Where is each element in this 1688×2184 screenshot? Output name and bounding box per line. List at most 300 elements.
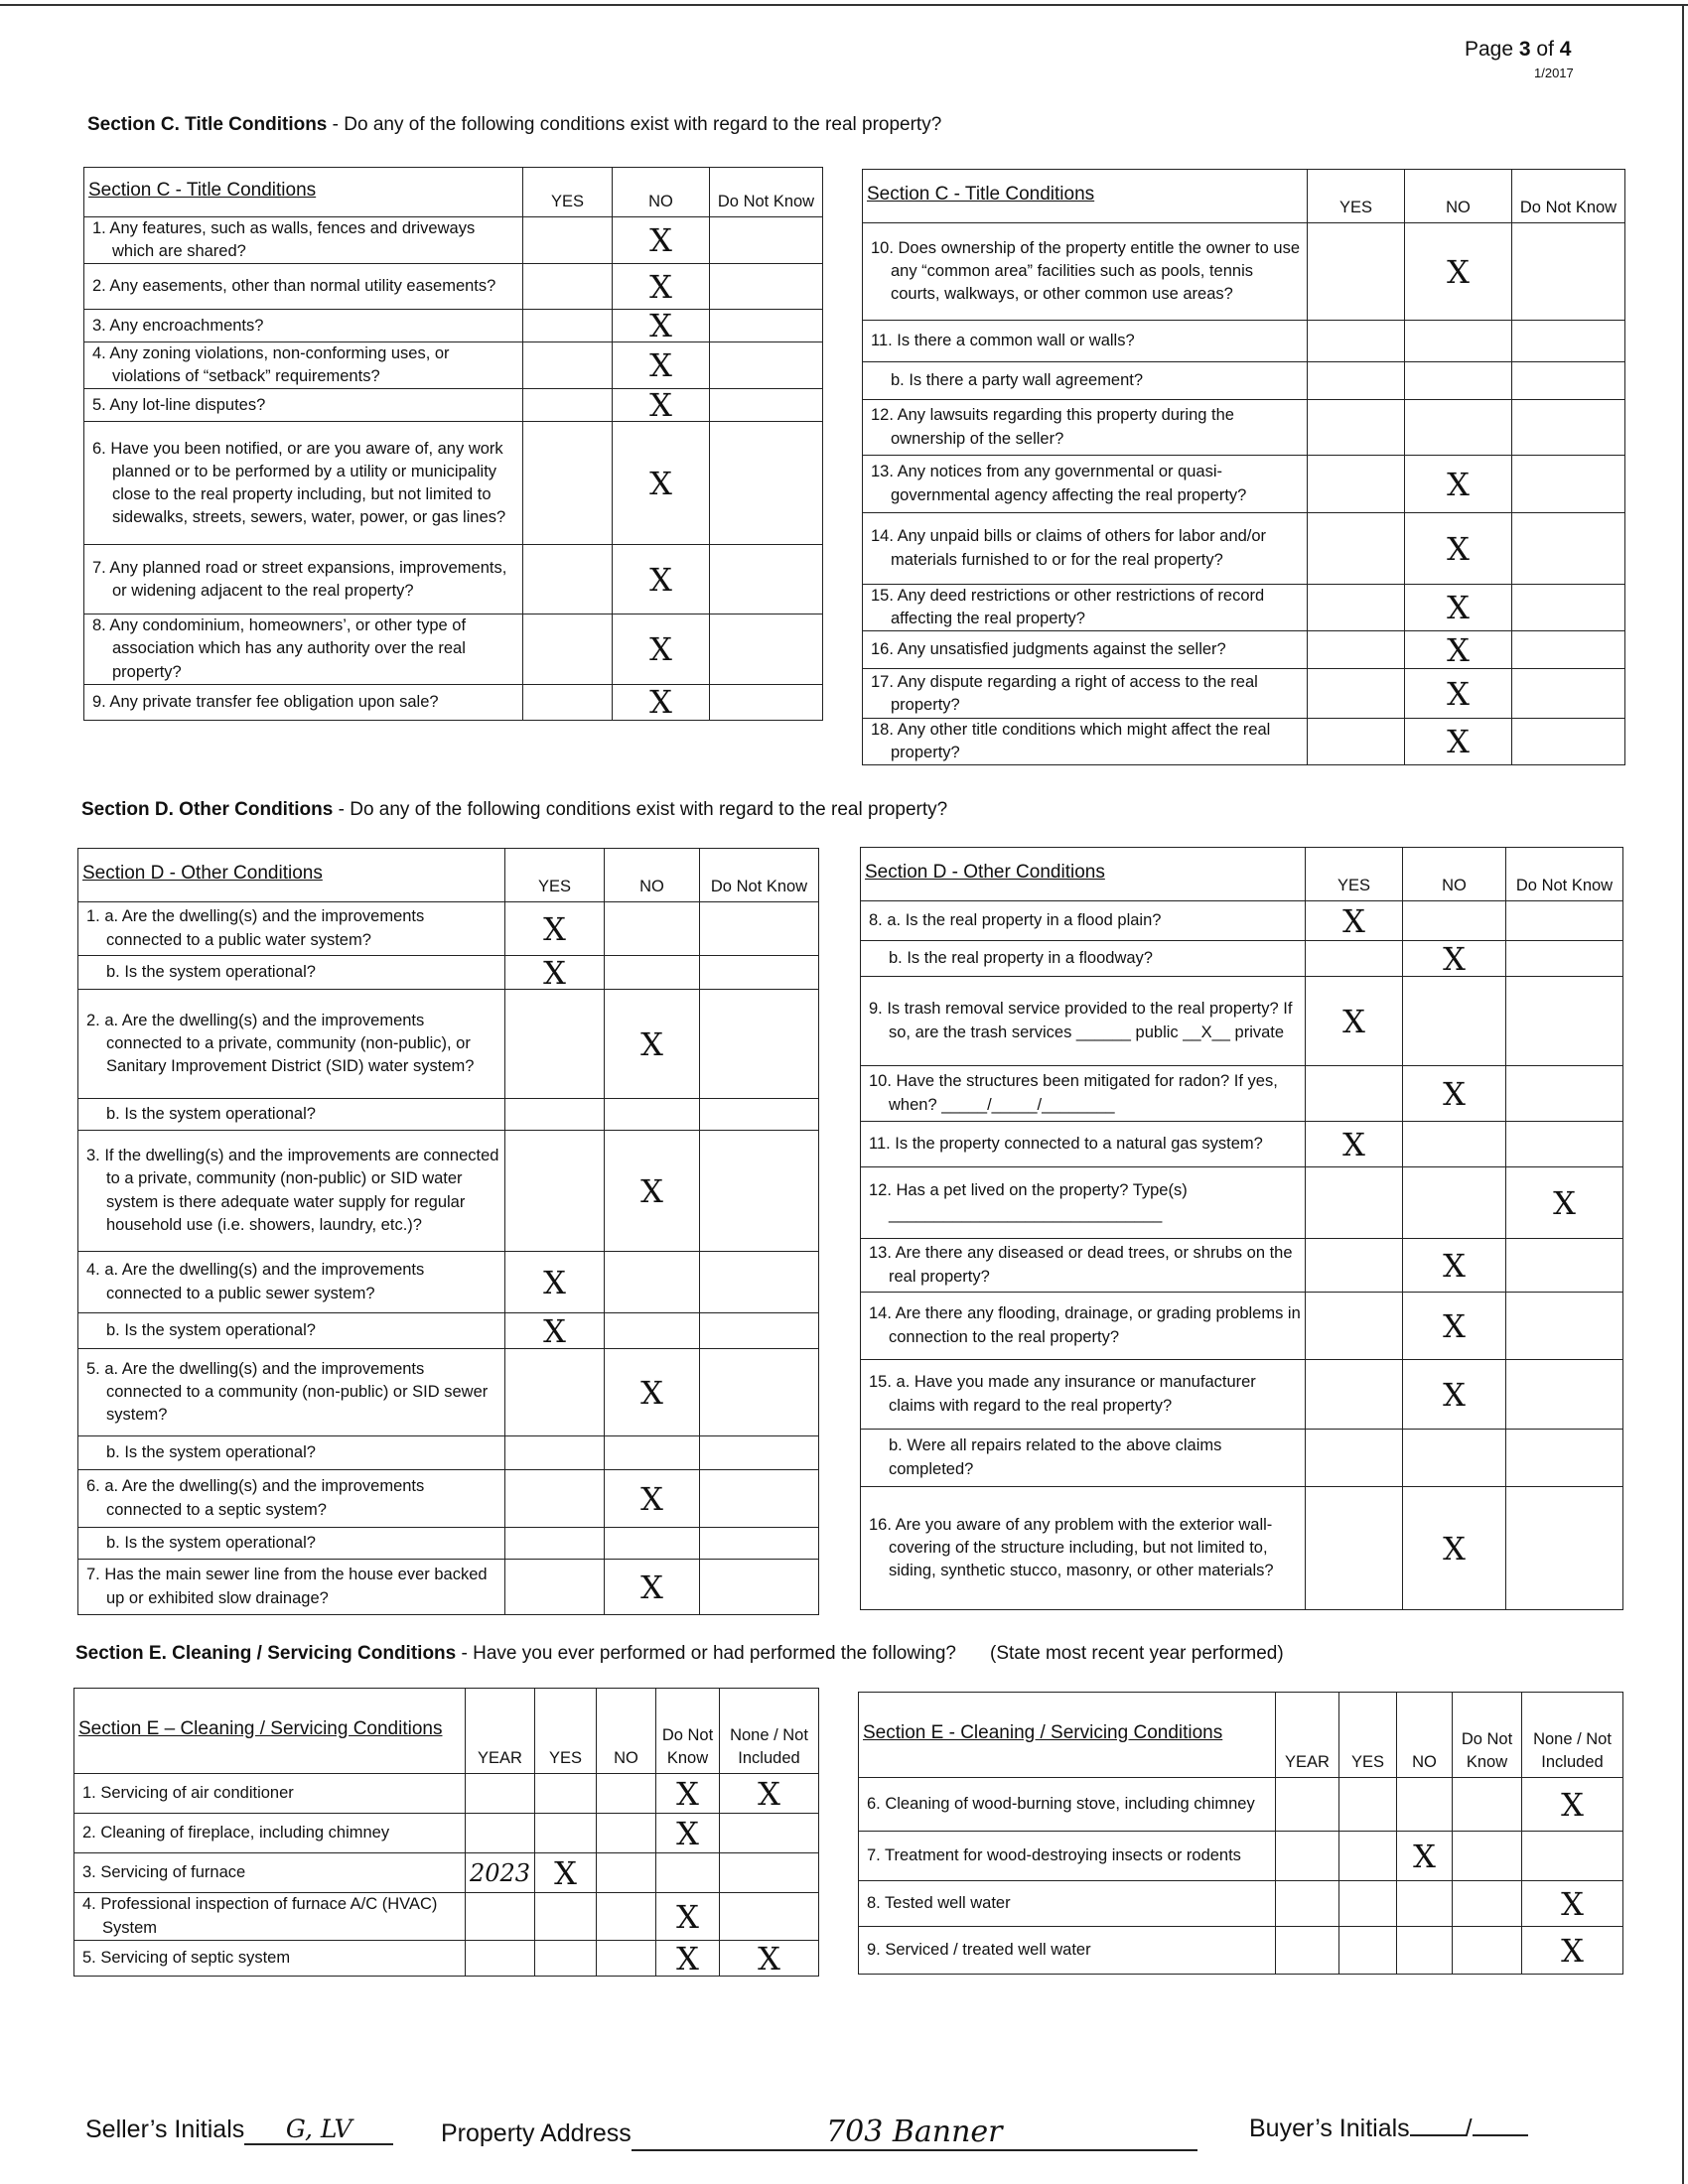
no-mark-cell[interactable] [1403, 1430, 1506, 1487]
question-cell [859, 1881, 1276, 1927]
section-c-right-rows [863, 223, 1625, 765]
table-row [74, 1893, 819, 1941]
question-text: 15. Any deed restrictions or other restrictions of record affecting the real property? [871, 587, 1265, 628]
dnk-mark-cell[interactable] [1506, 1066, 1623, 1122]
question-text: 5. Servicing of septic system [82, 1948, 291, 1967]
no-mark-cell[interactable]: X [613, 264, 710, 310]
year-mark-cell[interactable] [1276, 1832, 1339, 1881]
year-mark-cell[interactable] [466, 1774, 535, 1814]
question-cell [861, 1066, 1306, 1122]
yes-mark-cell[interactable] [1306, 1293, 1403, 1360]
question-text: 1. Servicing of air conditioner [82, 1783, 294, 1802]
yes-mark-cell[interactable]: X [505, 1252, 605, 1313]
no-mark-cell[interactable]: X [613, 614, 710, 684]
no-mark-cell[interactable]: X [613, 310, 710, 342]
table-row [859, 1881, 1623, 1927]
no-mark-cell[interactable]: X [1403, 1239, 1506, 1293]
question-cell [74, 1893, 466, 1941]
dnk-mark-cell[interactable] [1512, 669, 1625, 719]
yes-mark-cell[interactable] [505, 1528, 605, 1560]
yes-mark-cell[interactable] [1308, 719, 1405, 765]
table-row [863, 669, 1625, 719]
section-d-right-rows [861, 901, 1623, 1610]
none-mark-cell[interactable]: X [1522, 1881, 1623, 1927]
no-mark-cell[interactable] [605, 1313, 700, 1349]
question-text: 17. Any dispute regarding a right of access to the real property? [871, 672, 1258, 714]
yes-mark-cell[interactable] [1308, 669, 1405, 719]
no-mark-cell[interactable]: X [613, 342, 710, 389]
yes-mark-cell[interactable] [1339, 1832, 1397, 1881]
dnk-mark-cell[interactable] [1453, 1832, 1522, 1881]
year-mark-cell[interactable] [1276, 1778, 1339, 1832]
property-address-field[interactable]: 703 Banner [632, 2115, 1197, 2151]
no-mark-cell[interactable] [1403, 1122, 1506, 1167]
question-text: 13. Any notices from any governmental or quasi-governmental agency affecting the real property? [871, 463, 1247, 504]
dnk-mark-cell[interactable] [700, 1528, 819, 1560]
yes-mark-cell[interactable] [1306, 1430, 1403, 1487]
no-mark-cell[interactable] [1397, 1927, 1453, 1975]
year-mark-cell[interactable]: 2023 [466, 1853, 535, 1893]
yes-mark-cell[interactable]: X [505, 902, 605, 956]
table-row [78, 1528, 819, 1560]
section-e-left-table: Section E – Cleaning / Servicing Conditions YEAR YES NO Do Not Know None / Not Included 1. Servicing of air conditioner X X 2. Cleaning of fireplace, including chimney X 3. Servicing of furnace 2023 X 4. Professional inspection of furnace A/C (HVAC) System X 5. Servicing of septic system X X [73, 1688, 819, 1977]
dnk-mark-cell[interactable] [1506, 901, 1623, 941]
question-text: 3. Servicing of furnace [82, 1862, 246, 1881]
yes-mark-cell[interactable] [1339, 1927, 1397, 1975]
question-text: 6. Have you been notified, or are you aware of, any work planned or to be performed by a utility or municipality close to the real property including, but not limited to sidewalks, streets, sewers, water, power, or gas lines? [92, 439, 506, 526]
dnk-mark-cell[interactable] [1506, 1430, 1623, 1487]
question-text: 8. a. Is the real property in a flood plain? [869, 910, 1162, 929]
dnk-mark-cell[interactable] [700, 902, 819, 956]
no-mark-cell[interactable]: X [613, 545, 710, 614]
dnk-mark-cell[interactable]: X [656, 1774, 720, 1814]
question-text: 12. Has a pet lived on the property? Type(s) ______________________________ [869, 1181, 1188, 1223]
question-text: 2. Cleaning of fireplace, including chimney [82, 1823, 390, 1842]
question-cell [861, 941, 1306, 977]
table-row [859, 1778, 1623, 1832]
question-cell [84, 310, 523, 342]
table-row [78, 1313, 819, 1349]
dnk-mark-cell[interactable] [700, 1313, 819, 1349]
dnk-mark-cell[interactable] [710, 310, 823, 342]
yes-mark-cell[interactable] [535, 1774, 597, 1814]
table-row [863, 321, 1625, 362]
no-mark-cell[interactable] [1403, 1167, 1506, 1239]
section-d-heading: Section D. Other Conditions - Do any of the following conditions exist with regard to the real property? [81, 799, 948, 820]
question-text: 7. Any planned road or street expansions, improvements, or widening adjacent to the real property? [92, 558, 507, 600]
question-cell [78, 902, 505, 956]
yes-mark-cell[interactable] [535, 1814, 597, 1853]
table-row [861, 1239, 1623, 1293]
question-text: 13. Are there any diseased or dead trees, or shrubs on the real property? [869, 1244, 1293, 1286]
yes-mark-cell[interactable] [505, 1436, 605, 1470]
table-row [84, 389, 823, 422]
yes-mark-cell[interactable]: X [1306, 901, 1403, 941]
no-mark-cell[interactable]: X [605, 1560, 700, 1615]
dnk-mark-cell[interactable] [1512, 400, 1625, 456]
question-cell [859, 1832, 1276, 1881]
table-row [84, 422, 823, 545]
yes-mark-cell[interactable] [523, 264, 613, 310]
seller-initials-field[interactable]: G, LV [244, 2115, 393, 2145]
question-text: b. Is the real property in a floodway? [889, 948, 1153, 967]
no-mark-cell[interactable] [1397, 1881, 1453, 1927]
section-d-right-table: Section D - Other Conditions YES NO Do Not Know 8. a. Is the real property in a flood plain? X b. Is the real property in a floodway? X 9. Is trash removal service provided to the real property? If so, are the trash services ______ public __X__ private X 10. Have the structures been mitigated for radon? If yes, when? _____/_____/________ X 11. Is the property connected to a natural gas system? X 12. Has a pet lived on the property? Type(s) ______________________________ X 13. Are there any diseased or dead trees, or shrubs on the real property? X 14. Are there any flooding, drainage, or grading problems in connection to the real property? X 15. a. Have you made any insurance or manufacturer claims with regard to the real property? X b. Were all repairs related to the above claims completed? 16. Are you aware of any problem with the exterior wall-covering of the structure including, but not limited to, siding, synthetic stucco, masonry, or other materials? X [860, 847, 1623, 1610]
no-mark-cell[interactable] [605, 1252, 700, 1313]
no-mark-cell[interactable]: X [1403, 1293, 1506, 1360]
section-e-heading: Section E. Cleaning / Servicing Conditions - Have you ever performed or had performed the following? (State most recent year performed) [75, 1643, 1284, 1664]
no-mark-cell[interactable] [1403, 901, 1506, 941]
dnk-mark-cell[interactable] [1512, 223, 1625, 321]
question-cell [861, 1167, 1306, 1239]
year-mark-cell[interactable] [1276, 1927, 1339, 1975]
dnk-mark-cell[interactable] [700, 1436, 819, 1470]
none-mark-cell[interactable] [720, 1814, 819, 1853]
dnk-mark-cell[interactable] [710, 217, 823, 264]
yes-mark-cell[interactable]: X [1306, 1122, 1403, 1167]
section-e-right-rows [859, 1778, 1623, 1975]
dnk-mark-cell[interactable] [1512, 321, 1625, 362]
dnk-mark-cell[interactable] [1453, 1881, 1522, 1927]
question-text: 1. Any features, such as walls, fences and driveways which are shared? [92, 219, 476, 261]
no-mark-cell[interactable]: X [613, 422, 710, 545]
yes-mark-cell[interactable] [523, 389, 613, 422]
no-mark-cell[interactable]: X [1403, 1487, 1506, 1610]
yes-mark-cell[interactable]: X [1306, 977, 1403, 1066]
dnk-mark-cell[interactable] [710, 342, 823, 389]
no-mark-cell[interactable] [1405, 321, 1512, 362]
yes-mark-cell[interactable] [1306, 1066, 1403, 1122]
dnk-mark-cell[interactable] [700, 1099, 819, 1131]
property-address: Property Address 703 Banner [441, 2115, 1197, 2151]
table-row [861, 1487, 1623, 1610]
question-cell [78, 1470, 505, 1528]
dnk-mark-cell[interactable] [710, 684, 823, 720]
none-mark-cell[interactable] [720, 1893, 819, 1941]
no-mark-cell[interactable] [605, 1436, 700, 1470]
question-cell [861, 901, 1306, 941]
question-cell [74, 1774, 466, 1814]
question-text: 10. Does ownership of the property entitle the owner to use any “common area” facilities such as pools, tennis courts, walkways, or other common use areas? [871, 238, 1301, 304]
dnk-mark-cell[interactable] [710, 422, 823, 545]
none-mark-cell[interactable]: X [1522, 1778, 1623, 1832]
table-row [863, 400, 1625, 456]
table-row [78, 1560, 819, 1615]
question-cell [861, 1239, 1306, 1293]
question-text: 4. Any zoning violations, non-conforming uses, or violations of “setback” requirements? [92, 344, 450, 386]
question-cell [863, 223, 1308, 321]
yes-mark-cell[interactable]: X [505, 1313, 605, 1349]
question-cell [863, 400, 1308, 456]
year-mark-cell[interactable] [466, 1893, 535, 1941]
yes-mark-cell[interactable] [1306, 941, 1403, 977]
table-row [78, 1349, 819, 1436]
no-mark-cell[interactable] [597, 1941, 656, 1977]
dnk-mark-cell[interactable] [700, 1470, 819, 1528]
table-row [78, 1131, 819, 1252]
table-row [84, 264, 823, 310]
no-mark-cell[interactable]: X [1405, 223, 1512, 321]
section-e-right-table: Section E - Cleaning / Servicing Conditions YEAR YES NO Do Not Know None / Not Included 6. Cleaning of wood-burning stove, including chimney X 7. Treatment for wood-destroying insects or rodents X 8. Tested well water X 9. Serviced / treated well water X [858, 1692, 1623, 1975]
yes-mark-cell[interactable] [505, 1470, 605, 1528]
no-mark-cell[interactable]: X [1405, 456, 1512, 513]
question-cell [863, 456, 1308, 513]
question-text: b. Were all repairs related to the above claims completed? [889, 1436, 1222, 1478]
question-cell [84, 422, 523, 545]
yes-mark-cell[interactable] [1308, 631, 1405, 669]
yes-mark-cell[interactable] [523, 422, 613, 545]
yes-mark-cell[interactable] [1308, 456, 1405, 513]
no-mark-cell[interactable]: X [605, 1349, 700, 1436]
no-mark-cell[interactable] [605, 1099, 700, 1131]
buyer-initials-field-2[interactable] [1473, 2134, 1528, 2136]
yes-mark-cell[interactable] [1308, 513, 1405, 585]
question-text: 3. Any encroachments? [92, 316, 264, 335]
table-row [74, 1814, 819, 1853]
question-text: 7. Has the main sewer line from the house ever backed up or exhibited slow drainage? [86, 1566, 488, 1607]
dnk-mark-cell[interactable] [1453, 1927, 1522, 1975]
question-cell [84, 614, 523, 684]
dnk-mark-cell[interactable] [1506, 1122, 1623, 1167]
table-row [861, 1066, 1623, 1122]
section-e-left-rows [74, 1774, 819, 1977]
yes-mark-cell[interactable]: X [535, 1853, 597, 1893]
no-mark-cell[interactable] [1405, 400, 1512, 456]
dnk-mark-cell[interactable] [1512, 719, 1625, 765]
dnk-mark-cell[interactable] [1512, 513, 1625, 585]
yes-mark-cell[interactable] [1308, 400, 1405, 456]
question-text: 14. Any unpaid bills or claims of others for labor and/or materials furnished to or for the real property? [871, 527, 1267, 569]
question-text: b. Is the system operational? [106, 962, 316, 981]
no-mark-cell[interactable]: X [1405, 631, 1512, 669]
question-text: 10. Have the structures been mitigated for radon? If yes, when? _____/_____/________ [869, 1072, 1278, 1114]
dnk-mark-cell[interactable]: X [1506, 1167, 1623, 1239]
table-row [74, 1774, 819, 1814]
question-cell [78, 1131, 505, 1252]
dnk-mark-cell[interactable] [1512, 631, 1625, 669]
dnk-mark-cell[interactable] [1506, 1487, 1623, 1610]
no-mark-cell[interactable]: X [613, 217, 710, 264]
question-text: 14. Are there any flooding, drainage, or grading problems in connection to the real property? [869, 1304, 1301, 1346]
section-d-left-table: Section D - Other Conditions YES NO Do Not Know 1. a. Are the dwelling(s) and the improvements connected to a public water system? X b. Is the system operational? X 2. a. Are the dwelling(s) and the improvements connected to a private, community (non-public), or Sanitary Improvement District (SID) water system? X b. Is the system operational? 3. If the dwelling(s) and the improvements are connected to a private, community (non-public) or SID water system is there adequate water supply for regular household use (i.e. showers, laundry, etc.)? X 4. a. Are the dwelling(s) and the improvements connected to a public sewer system? X b. Is the system operational? X 5. a. Are the dwelling(s) and the improvements connected to a community (non-public) or SID sewer system? X b. Is the system operational? 6. a. Are the dwelling(s) and the improvements connected to a septic system? X b. Is the system operational? 7. Has the main sewer line from the house ever backed up or exhibited slow drainage? X [77, 848, 819, 1615]
dnk-mark-cell[interactable] [700, 956, 819, 990]
year-mark-cell[interactable] [1276, 1881, 1339, 1927]
yes-mark-cell[interactable] [1339, 1778, 1397, 1832]
no-mark-cell[interactable]: X [1397, 1832, 1453, 1881]
table-row [78, 1436, 819, 1470]
no-mark-cell[interactable] [597, 1853, 656, 1893]
question-text: 3. If the dwelling(s) and the improvements are connected to a private, community (non-public) or SID water system is there adequate water supply for regular household use (i.e. showers, laundry, etc.)? [86, 1147, 499, 1234]
no-mark-cell[interactable] [597, 1893, 656, 1941]
dnk-mark-cell[interactable] [1512, 362, 1625, 400]
question-cell [863, 585, 1308, 631]
question-cell [861, 1360, 1306, 1430]
dnk-mark-cell[interactable] [656, 1853, 720, 1893]
yes-mark-cell[interactable] [1308, 223, 1405, 321]
dnk-mark-cell[interactable]: X [656, 1941, 720, 1977]
question-cell [78, 1252, 505, 1313]
table-row [861, 977, 1623, 1066]
dnk-mark-cell[interactable] [1506, 1293, 1623, 1360]
year-mark-cell[interactable] [466, 1941, 535, 1977]
table-row [78, 902, 819, 956]
no-mark-cell[interactable]: X [605, 1131, 700, 1252]
question-cell [84, 342, 523, 389]
yes-mark-cell[interactable] [523, 684, 613, 720]
yes-mark-cell[interactable] [505, 1131, 605, 1252]
dnk-mark-cell[interactable] [710, 264, 823, 310]
dnk-mark-cell[interactable] [1506, 1239, 1623, 1293]
dnk-mark-cell[interactable] [1512, 585, 1625, 631]
table-row [78, 956, 819, 990]
table-row [863, 631, 1625, 669]
yes-mark-cell[interactable]: X [505, 956, 605, 990]
no-mark-cell[interactable] [605, 1528, 700, 1560]
yes-mark-cell[interactable] [505, 1099, 605, 1131]
page-number: Page 3 of 4 [1465, 38, 1572, 61]
question-cell [78, 956, 505, 990]
question-text: 1. a. Are the dwelling(s) and the improvements connected to a public water system? [86, 907, 425, 949]
no-mark-cell[interactable]: X [605, 1470, 700, 1528]
table-row [863, 585, 1625, 631]
buyer-initials-field-1[interactable] [1410, 2134, 1466, 2136]
yes-mark-cell[interactable] [505, 990, 605, 1099]
yes-mark-cell[interactable] [523, 342, 613, 389]
dnk-mark-cell[interactable] [1453, 1778, 1522, 1832]
no-mark-cell[interactable]: X [605, 990, 700, 1099]
question-text: b. Is the system operational? [106, 1533, 316, 1552]
yes-mark-cell[interactable] [523, 310, 613, 342]
year-mark-cell[interactable] [466, 1814, 535, 1853]
dnk-mark-cell[interactable] [700, 990, 819, 1099]
question-text: 7. Treatment for wood-destroying insects or rodents [867, 1845, 1241, 1864]
yes-mark-cell[interactable] [505, 1349, 605, 1436]
question-text: 9. Serviced / treated well water [867, 1940, 1091, 1959]
no-mark-cell[interactable] [605, 956, 700, 990]
dnk-mark-cell[interactable] [700, 1349, 819, 1436]
table-row [863, 456, 1625, 513]
yes-mark-cell[interactable] [505, 1560, 605, 1615]
dnk-mark-cell[interactable] [1506, 977, 1623, 1066]
no-mark-cell[interactable] [1397, 1778, 1453, 1832]
dnk-mark-cell[interactable] [700, 1131, 819, 1252]
question-cell [84, 684, 523, 720]
table-row [863, 513, 1625, 585]
no-mark-cell[interactable]: X [1405, 513, 1512, 585]
yes-mark-cell[interactable] [1306, 1167, 1403, 1239]
section-c-right-table: Section C - Title Conditions YES NO Do Not Know 10. Does ownership of the property entitle the owner to use any “common area” facilities such as pools, tennis courts, walkways, or other common use areas? X 11. Is there a common wall or walls? b. Is there a party wall agreement? 12. Any lawsuits regarding this property during the ownership of the seller? 13. Any notices from any governmental or quasi-governmental agency affecting the real property? X 14. Any unpaid bills or claims of others for labor and/or materials furnished to or for the real property? X 15. Any deed restrictions or other restrictions of record affecting the real property? X 16. Any unsatisfied judgments against the seller? X 17. Any dispute regarding a right of access to the real property? X 18. Any other title conditions which might affect the real property? X [862, 169, 1625, 765]
table-row [861, 1122, 1623, 1167]
yes-mark-cell[interactable] [535, 1941, 597, 1977]
yes-mark-cell[interactable] [523, 614, 613, 684]
question-text: 6. Cleaning of wood-burning stove, including chimney [867, 1794, 1255, 1813]
dnk-mark-cell[interactable] [710, 389, 823, 422]
no-mark-cell[interactable] [597, 1774, 656, 1814]
question-text: 16. Any unsatisfied judgments against the seller? [871, 640, 1226, 659]
question-text: 8. Tested well water [867, 1893, 1011, 1912]
no-mark-cell[interactable] [605, 902, 700, 956]
yes-mark-cell[interactable] [523, 217, 613, 264]
no-mark-cell[interactable]: X [1403, 1066, 1506, 1122]
question-text: 9. Is trash removal service provided to the real property? If so, are the trash services ______ public __X__ private [869, 1000, 1293, 1041]
no-mark-cell[interactable]: X [613, 684, 710, 720]
right-border [1682, 4, 1684, 2184]
no-mark-cell[interactable] [1405, 362, 1512, 400]
yes-mark-cell[interactable] [1306, 1239, 1403, 1293]
table-row [859, 1927, 1623, 1975]
table-row [78, 990, 819, 1099]
question-cell [863, 631, 1308, 669]
dnk-mark-cell[interactable] [700, 1252, 819, 1313]
question-cell [84, 389, 523, 422]
table-row [861, 941, 1623, 977]
yes-mark-cell[interactable] [1306, 1487, 1403, 1610]
no-mark-cell[interactable] [597, 1814, 656, 1853]
no-mark-cell[interactable]: X [1405, 585, 1512, 631]
question-cell [861, 1487, 1306, 1610]
question-cell [78, 1436, 505, 1470]
dnk-mark-cell[interactable] [710, 614, 823, 684]
none-mark-cell[interactable] [720, 1853, 819, 1893]
dnk-mark-cell[interactable] [700, 1560, 819, 1615]
no-mark-cell[interactable]: X [613, 389, 710, 422]
question-cell [74, 1941, 466, 1977]
dnk-mark-cell[interactable]: X [656, 1814, 720, 1853]
yes-mark-cell[interactable] [1308, 321, 1405, 362]
question-cell [861, 1430, 1306, 1487]
dnk-mark-cell[interactable] [710, 545, 823, 614]
yes-mark-cell[interactable] [1339, 1881, 1397, 1927]
dnk-mark-cell[interactable] [1512, 456, 1625, 513]
no-mark-cell[interactable]: X [1403, 1360, 1506, 1430]
yes-mark-cell[interactable] [523, 545, 613, 614]
table-row [84, 310, 823, 342]
table-row [84, 614, 823, 684]
no-mark-cell[interactable]: X [1403, 941, 1506, 977]
top-border [0, 4, 1688, 6]
question-text: 11. Is the property connected to a natural gas system? [869, 1134, 1263, 1153]
question-cell [84, 264, 523, 310]
none-mark-cell[interactable]: X [1522, 1927, 1623, 1975]
question-cell [78, 990, 505, 1099]
yes-mark-cell[interactable] [1308, 585, 1405, 631]
dnk-mark-cell[interactable]: X [656, 1893, 720, 1941]
none-mark-cell[interactable]: X [720, 1941, 819, 1977]
question-cell [863, 513, 1308, 585]
none-mark-cell[interactable]: X [720, 1774, 819, 1814]
question-cell [863, 321, 1308, 362]
question-cell [859, 1927, 1276, 1975]
form-date: 1/2017 [1534, 66, 1574, 80]
question-text: 2. Any easements, other than normal utility easements? [92, 277, 496, 296]
yes-mark-cell[interactable] [1306, 1360, 1403, 1430]
no-mark-cell[interactable]: X [1405, 669, 1512, 719]
yes-mark-cell[interactable] [535, 1893, 597, 1941]
yes-mark-cell[interactable] [1308, 362, 1405, 400]
question-text: 2. a. Are the dwelling(s) and the improvements connected to a private, community (non-public), or Sanitary Improvement District (SID) water system? [86, 1011, 475, 1076]
table-row [78, 1252, 819, 1313]
dnk-mark-cell[interactable] [1506, 1360, 1623, 1430]
question-text: 5. Any lot-line disputes? [92, 395, 266, 414]
no-mark-cell[interactable]: X [1405, 719, 1512, 765]
question-text: 11. Is there a common wall or walls? [871, 331, 1135, 349]
none-mark-cell[interactable] [1522, 1832, 1623, 1881]
no-mark-cell[interactable] [1403, 977, 1506, 1066]
question-text: 18. Any other title conditions which might affect the real property? [871, 721, 1271, 762]
question-text: 4. a. Are the dwelling(s) and the improvements connected to a public sewer system? [86, 1261, 425, 1302]
question-text: b. Is the system operational? [106, 1442, 316, 1461]
dnk-mark-cell[interactable] [1506, 941, 1623, 977]
